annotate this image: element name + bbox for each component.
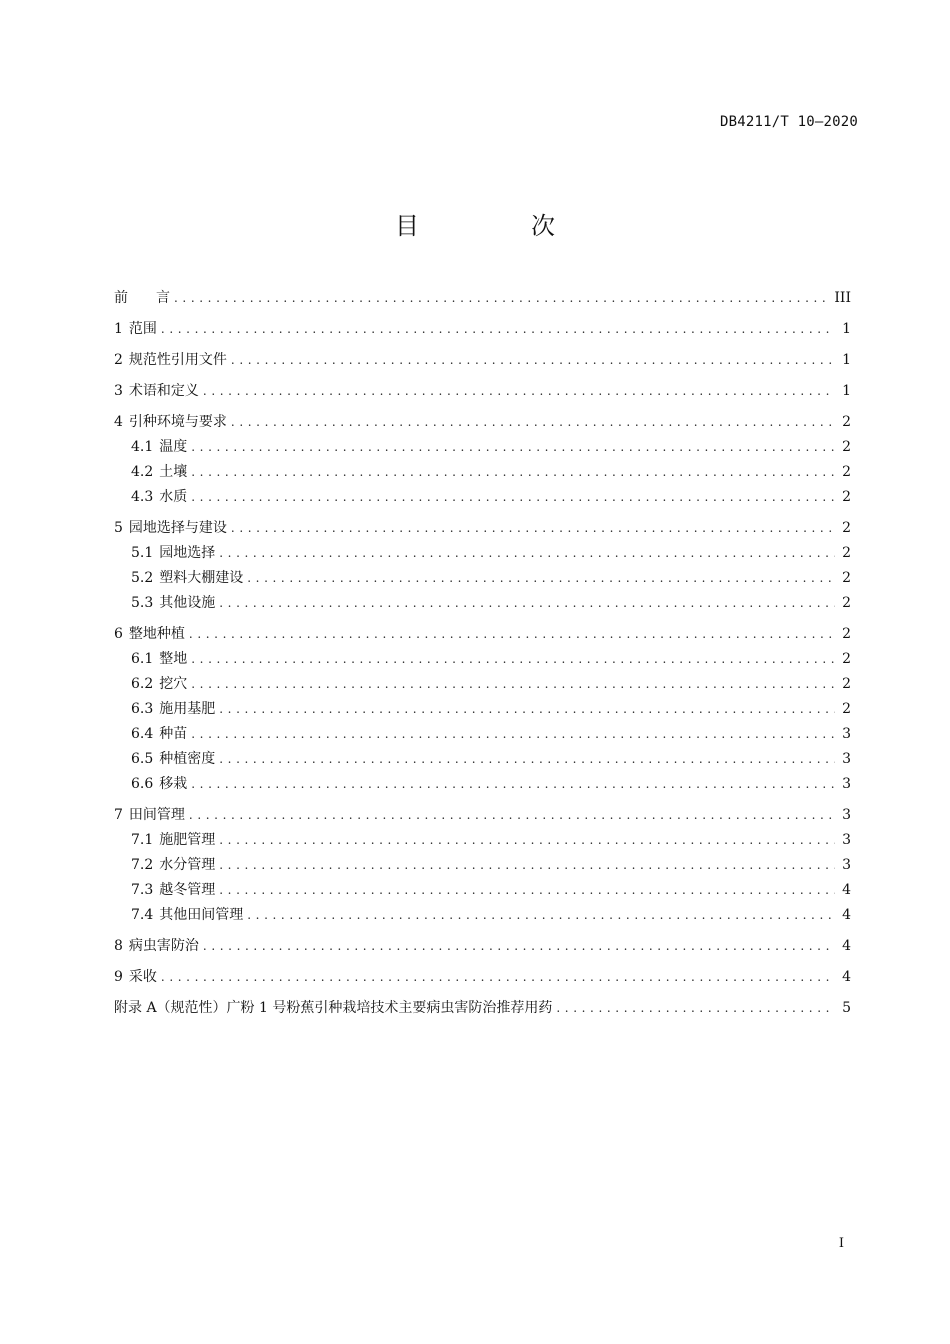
toc-entry-label: [131, 853, 219, 878]
page-title: 目 次: [395, 212, 599, 240]
toc-entry-label: [131, 672, 191, 697]
toc-entry-number: 7: [114, 807, 123, 823]
toc-entry-title: 园地选择与建设: [128, 520, 227, 536]
toc-entry[interactable]: [114, 516, 851, 541]
toc-entry[interactable]: [114, 591, 851, 616]
toc-entry-page: 3: [842, 832, 851, 848]
toc-entry-title: 水分管理: [159, 857, 216, 873]
toc-entry-number: 7.1: [131, 832, 154, 848]
toc-leader-dots: [203, 934, 835, 959]
toc-leader-dots: [191, 435, 835, 460]
toc-leader-dots: [219, 878, 835, 903]
toc-entry-number: 6.5: [131, 751, 154, 767]
toc-entry-label: [131, 566, 247, 591]
toc-entry[interactable]: [114, 996, 851, 1021]
toc-entry-label: [131, 435, 191, 460]
toc-entry-title: 塑料大棚建设: [159, 570, 244, 586]
toc-entry-number: 6: [114, 626, 123, 642]
toc-entry-page: 4: [842, 907, 851, 923]
toc-entry-page: 2: [842, 489, 851, 505]
toc-entry-label: [114, 803, 189, 828]
toc-entry-page: 2: [842, 520, 851, 536]
toc-entry-number: 7.4: [131, 907, 154, 923]
toc-leader-dots: [161, 965, 835, 990]
toc-entry[interactable]: [114, 622, 851, 647]
toc-entry-label: [114, 965, 161, 990]
toc-entry-number: 4.1: [131, 439, 154, 455]
toc-entry-number: 5: [114, 520, 123, 536]
toc-entry-page: 1: [842, 383, 851, 399]
toc-entry-label: [131, 828, 219, 853]
toc-entry[interactable]: [114, 647, 851, 672]
toc-entry[interactable]: [114, 828, 851, 853]
toc-entry-page: 2: [842, 414, 851, 430]
toc-entry-label: [114, 622, 189, 647]
toc-leader-dots: [191, 485, 835, 510]
toc-entry-number: 6.1: [131, 651, 154, 667]
toc-entry-number: 4: [114, 414, 123, 430]
toc-entry-label: [131, 591, 219, 616]
toc-entry-label: [114, 934, 203, 959]
toc-entry-page: 4: [842, 969, 851, 985]
toc-entry-title: 挖穴: [159, 676, 188, 692]
toc-entry-page: 3: [842, 857, 851, 873]
toc-leader-dots: [161, 317, 835, 342]
toc-leader-dots: [219, 828, 835, 853]
toc-leader-dots: [219, 541, 835, 566]
toc-entry[interactable]: [114, 747, 851, 772]
toc-entry-label: [114, 379, 203, 404]
toc-entry-title: 种植密度: [159, 751, 216, 767]
toc-entry-number: 1: [114, 321, 123, 337]
toc-leader-dots: [247, 566, 835, 591]
toc-leader-dots: [219, 591, 835, 616]
toc-entry[interactable]: [114, 435, 851, 460]
toc-entry[interactable]: [114, 485, 851, 510]
toc-entry-label: [114, 348, 231, 373]
toc-entry-number: 3: [114, 383, 123, 399]
toc-leader-dots: [191, 647, 835, 672]
toc-entry[interactable]: [114, 853, 851, 878]
toc-entry[interactable]: [114, 410, 851, 435]
toc-entry-title: 施肥管理: [159, 832, 216, 848]
table-of-contents: [114, 286, 851, 1021]
toc-entry-number: 7.2: [131, 857, 154, 873]
toc-entry[interactable]: [114, 286, 851, 311]
toc-entry[interactable]: [114, 541, 851, 566]
toc-entry-label: [114, 996, 556, 1021]
toc-entry-page: 4: [842, 938, 851, 954]
toc-entry-title: 田间管理: [128, 807, 185, 823]
toc-leader-dots: [231, 348, 835, 373]
toc-entry-label: [131, 647, 191, 672]
page-number: I: [838, 1236, 844, 1251]
toc-entry-page: 3: [842, 751, 851, 767]
toc-entry[interactable]: [114, 772, 851, 797]
toc-leader-dots: [219, 747, 835, 772]
toc-entry-number: 7.3: [131, 882, 154, 898]
toc-entry-page: 5: [842, 1000, 851, 1016]
toc-leader-dots: [556, 996, 835, 1021]
toc-entry-number: 5.2: [131, 570, 154, 586]
toc-entry-title: 术语和定义: [128, 383, 199, 399]
toc-entry-label: [131, 772, 191, 797]
toc-entry-title: 土壤: [159, 464, 188, 480]
toc-entry-title: 附录 A（规范性）广粉 1 号粉蕉引种栽培技术主要病虫害防治推荐用药: [114, 1000, 553, 1016]
toc-leader-dots: [191, 772, 835, 797]
toc-entry-number: 2: [114, 352, 123, 368]
toc-entry-page: 2: [842, 626, 851, 642]
toc-entry[interactable]: [114, 903, 851, 928]
toc-entry-title: 种苗: [159, 726, 188, 742]
toc-entry[interactable]: [114, 878, 851, 903]
toc-entry-label: [131, 697, 219, 722]
toc-entry[interactable]: [114, 697, 851, 722]
toc-entry-page: 2: [842, 464, 851, 480]
toc-entry-title: 病虫害防治: [128, 938, 199, 954]
toc-entry-page: 3: [842, 807, 851, 823]
toc-entry-label: [131, 878, 219, 903]
toc-entry-page: 2: [842, 439, 851, 455]
toc-entry-number: 5.3: [131, 595, 154, 611]
toc-entry-page: 1: [842, 352, 851, 368]
toc-leader-dots: [191, 722, 835, 747]
toc-entry-title: 整地种植: [128, 626, 185, 642]
toc-entry-number: 5.1: [131, 545, 154, 561]
toc-entry-label: [114, 286, 174, 311]
toc-entry-page: 2: [842, 676, 851, 692]
toc-entry-number: 6.3: [131, 701, 154, 717]
toc-leader-dots: [191, 460, 835, 485]
toc-entry-page: III: [834, 290, 851, 306]
toc-entry[interactable]: [114, 722, 851, 747]
toc-entry-label: [131, 485, 191, 510]
toc-entry-number: 6.4: [131, 726, 154, 742]
toc-entry-title: 园地选择: [159, 545, 216, 561]
toc-entry-title: 范围: [128, 321, 157, 337]
toc-entry[interactable]: [114, 566, 851, 591]
toc-entry-page: 3: [842, 726, 851, 742]
toc-entry-label: [131, 460, 191, 485]
toc-entry-number: 9: [114, 969, 123, 985]
toc-leader-dots: [219, 853, 835, 878]
toc-entry-title: 施用基肥: [159, 701, 216, 717]
toc-entry-title: 前 言: [114, 290, 170, 306]
toc-leader-dots: [247, 903, 835, 928]
toc-entry[interactable]: [114, 965, 851, 990]
toc-entry-title: 移栽: [159, 776, 188, 792]
toc-leader-dots: [231, 516, 835, 541]
toc-entry-number: 4.2: [131, 464, 154, 480]
toc-leader-dots: [203, 379, 835, 404]
toc-entry-title: 其他田间管理: [159, 907, 244, 923]
toc-entry-page: 2: [842, 701, 851, 717]
toc-entry-number: 8: [114, 938, 123, 954]
toc-entry-title: 采收: [128, 969, 157, 985]
toc-entry-label: [114, 410, 231, 435]
toc-entry-label: [114, 317, 161, 342]
toc-entry[interactable]: [114, 803, 851, 828]
toc-entry-label: [131, 747, 219, 772]
toc-leader-dots: [219, 697, 835, 722]
toc-entry[interactable]: [114, 934, 851, 959]
toc-entry-label: [131, 722, 191, 747]
toc-entry-page: 1: [842, 321, 851, 337]
toc-entry-number: 6.6: [131, 776, 154, 792]
toc-entry-label: [114, 516, 231, 541]
toc-entry[interactable]: [114, 460, 851, 485]
toc-entry[interactable]: [114, 317, 851, 342]
toc-entry-title: 其他设施: [159, 595, 216, 611]
toc-entry-page: 4: [842, 882, 851, 898]
toc-entry-page: 3: [842, 776, 851, 792]
toc-entry-page: 2: [842, 545, 851, 561]
toc-entry-title: 温度: [159, 439, 188, 455]
toc-entry[interactable]: [114, 348, 851, 373]
toc-entry-title: 水质: [159, 489, 188, 505]
toc-entry-label: [131, 903, 247, 928]
toc-leader-dots: [231, 410, 835, 435]
toc-entry-label: [131, 541, 219, 566]
toc-leader-dots: [174, 286, 828, 311]
toc-entry-title: 越冬管理: [159, 882, 216, 898]
toc-leader-dots: [189, 803, 835, 828]
toc-entry-page: 2: [842, 570, 851, 586]
toc-entry-page: 2: [842, 651, 851, 667]
toc-entry-title: 规范性引用文件: [128, 352, 227, 368]
toc-leader-dots: [189, 622, 835, 647]
toc-entry-number: 6.2: [131, 676, 154, 692]
toc-entry[interactable]: [114, 379, 851, 404]
toc-entry[interactable]: [114, 672, 851, 697]
toc-entry-page: 2: [842, 595, 851, 611]
toc-entry-title: 引种环境与要求: [128, 414, 227, 430]
toc-leader-dots: [191, 672, 835, 697]
toc-entry-title: 整地: [159, 651, 188, 667]
document-code: DB4211/T 10—2020: [719, 114, 858, 130]
toc-entry-number: 4.3: [131, 489, 154, 505]
